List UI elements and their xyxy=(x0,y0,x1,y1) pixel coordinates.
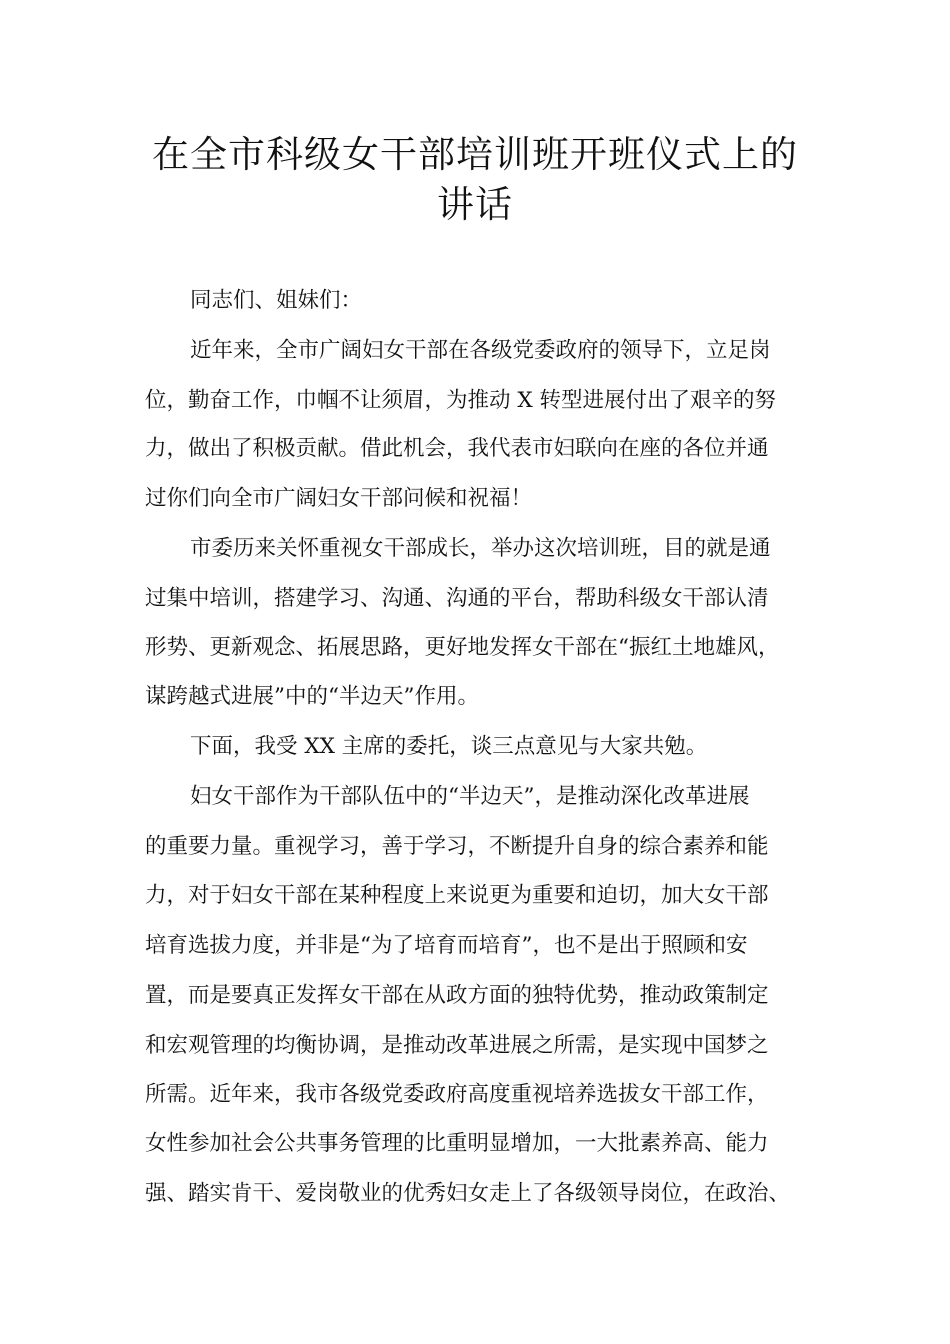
paragraph-1-line-2: 位，勤奋工作，巾帼不让须眉，为推动 X 转型进展付出了艰辛的努 xyxy=(145,388,776,413)
paragraph-4-line-3: 力，对于妇女干部在某种程度上来说更为重要和迫切，加大女干部 xyxy=(145,883,769,908)
paragraph-2-line-3: 形势、更新观念、拓展思路，更好地发挥女干部在“振红土地雄风， xyxy=(145,635,780,660)
paragraph-4-line-6: 和宏观管理的均衡协调，是推动改革进展之所需，是实现中国梦之 xyxy=(145,1033,769,1058)
document-title-line-1: 在全市科级女干部培训班开班仪式上的 xyxy=(152,133,798,176)
paragraph-3-line-1: 下面，我受 XX 主席的委托，谈三点意见与大家共勉。 xyxy=(190,734,708,759)
paragraph-4-line-2: 的重要力量。重视学习，善于学习，不断提升自身的综合素养和能 xyxy=(145,834,769,859)
paragraph-1-line-4: 过你们向全市广阔妇女干部问候和祝福！ xyxy=(145,486,533,511)
paragraph-4-line-7: 所需。近年来，我市各级党委政府高度重视培养选拔女干部工作， xyxy=(145,1082,769,1107)
paragraph-4-line-1: 妇女干部作为干部队伍中的“半边天”，是推动深化改革进展 xyxy=(190,784,750,809)
paragraph-2-line-4: 谋跨越式进展”中的“半边天”作用。 xyxy=(145,684,479,709)
paragraph-1-line-3: 力，做出了积极贡献。借此机会，我代表市妇联向在座的各位并通 xyxy=(145,436,769,461)
paragraph-4-line-8: 女性参加社会公共事务管理的比重明显增加，一大批素养高、能力 xyxy=(145,1131,769,1156)
paragraph-4-line-9: 强、踏实肯干、爱岗敬业的优秀妇女走上了各级领导岗位，在政治、 xyxy=(145,1181,791,1206)
paragraph-4-line-5: 置，而是要真正发挥女干部在从政方面的独特优势，推动政策制定 xyxy=(145,983,769,1008)
document-title-line-2: 讲话 xyxy=(437,183,513,226)
salutation: 同志们、姐妹们： xyxy=(190,288,363,313)
paragraph-2-line-2: 过集中培训，搭建学习、沟通、沟通的平台，帮助科级女干部认清 xyxy=(145,586,769,611)
paragraph-1-line-1: 近年来，全市广阔妇女干部在各级党委政府的领导下，立足岗 xyxy=(190,338,771,363)
paragraph-4-line-4: 培育选拔力度，并非是“为了培育而培育”，也不是出于照顾和安 xyxy=(145,933,748,958)
paragraph-2-line-1: 市委历来关怀重视女干部成长，举办这次培训班，目的就是通 xyxy=(190,536,771,561)
